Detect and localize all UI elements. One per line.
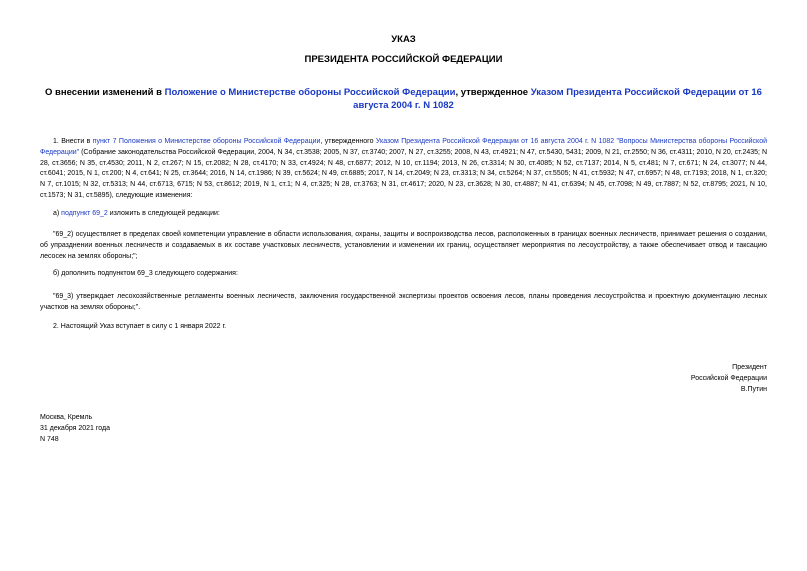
place-location: Москва, Кремль bbox=[40, 414, 93, 421]
paragraph-69-3-text: "69_3) утверждает лесохозяйственные регламенты военных лесничеств, заключения государственной экспертизы проектов освоения лесов, планы проведения лесоустройства и проектную документацию лесных участков на землях обороны;". bbox=[40, 293, 767, 311]
paragraph-a bbox=[53, 209, 767, 220]
decree-title: УКАЗ bbox=[391, 34, 416, 45]
signature-name: В.Путин bbox=[740, 385, 767, 393]
place-date-block bbox=[40, 413, 110, 445]
paragraph-a-rest: изложить в следующей редакции: bbox=[107, 210, 220, 217]
document-heading bbox=[40, 86, 767, 112]
paragraph-1-start: 1. Внести в bbox=[53, 138, 93, 145]
signature-block bbox=[691, 363, 767, 395]
paragraph-a-start: а) bbox=[53, 210, 62, 217]
paragraph-69-2-text: "69_2) осуществляет в пределах своей компетенции управление в области использования, охраны, защиты и воспроизводства лесов, расположенных в границах военных лесничеств, принимает решения о создании, об упразднении военных лесничеств и создаваемых в их составе участковых лесничеств, установлении и изменении их границ, осуществляет мероприятия по лесоустройству, а также обеспечивает отвод и таксацию лесосек на землях обороны;"; bbox=[40, 231, 767, 260]
place-date: 31 декабря 2021 года bbox=[40, 424, 111, 432]
paragraph-1 bbox=[40, 137, 767, 202]
heading-middle: , утвержденное bbox=[455, 87, 531, 98]
paragraph-2: 2. Настоящий Указ вступает в силу с 1 января 2022 г. bbox=[53, 323, 227, 330]
paragraph-1-link-decree[interactable]: Указом Президента Российской Федерации от 16 августа 2004 г. N 1082 "Вопросы Министерства обороны Российской Федерации" bbox=[40, 138, 767, 156]
signature-position: Президент bbox=[732, 364, 767, 371]
decree-number: N 748 bbox=[40, 435, 59, 443]
decree-subtitle: ПРЕЗИДЕНТА РОССИЙСКОЙ ФЕДЕРАЦИИ bbox=[304, 54, 503, 65]
heading-link-regulation[interactable]: Положение о Министерстве обороны Российской Федерации bbox=[164, 87, 456, 98]
paragraph-1-rest: (Собрание законодательства Российской Федерации, 2004, N 34, ст.3538; 2005, N 37, ст.3740; 2007, N 27, ст.3255; 2008, N 43, ст.4921; N 47, ст.5430, 5431; 2009, N 21, ст.2550; N 36, ст.4311; 2010, N 20, ст.2435; N 28, ст.3656; N 35, ст.4530; 2011, N 2, ст.267; N 15, ст.2082; N 28, ст.4170; N 33, ст.4924; N 48, ст.6877; 2012, N 10, ст.1194; 2013, N 26, ст.3314; N 30, ст.4085; N 52, ст.7137; 2014, N 5, ст.481; N 7, ст.671; N 24, ст.3077; N 44, ст.6041; 2015, N 1, ст.200; N 4, ст.641; N 25, ст.3644; 2016, N 14, ст.1986; N 39, ст.5624; N 49, ст.6885; 2017, N 14, ст.2049; N 23, ст.3313; N 34, ст.5264; N 37, ст.5505; N 41, ст.5932; N 47, ст.6957; N 48, ст.7193; 2018, N 1, ст.320; N 7, ст.1015; N 32, ст.5313; N 44, ст.6713, 6715; N 53, ст.8612; 2019, N 1, ст.1; N 4, ст.325; N 28, ст.3763; N 31, ст.4617; 2020, N 23, ст.3628; N 30, ст.4887; N 41, ст.6394; N 45, ст.7098; N 49, ст.7887; N 52, ст.8795; 2021, N 10, ст.1573; N 31, ст.5895), следующие изменения: bbox=[40, 148, 767, 199]
paragraph-1-link-clause[interactable]: пункт 7 Положения о Министерстве обороны Российской Федерации bbox=[92, 138, 321, 145]
paragraph-a-link-subclause[interactable]: подпункт 69_2 bbox=[61, 210, 108, 217]
signature-country: Российской Федерации bbox=[690, 374, 767, 382]
heading-link-decree[interactable]: Указом Президента Российской Федерации от 16 августа 2004 г. N 1082 bbox=[353, 87, 762, 111]
heading-prefix: О внесении изменений в bbox=[45, 87, 165, 98]
paragraph-b: б) дополнить подпунктом 69_3 следующего содержания: bbox=[53, 270, 238, 277]
paragraph-1-mid: , утвержденного bbox=[320, 138, 376, 145]
